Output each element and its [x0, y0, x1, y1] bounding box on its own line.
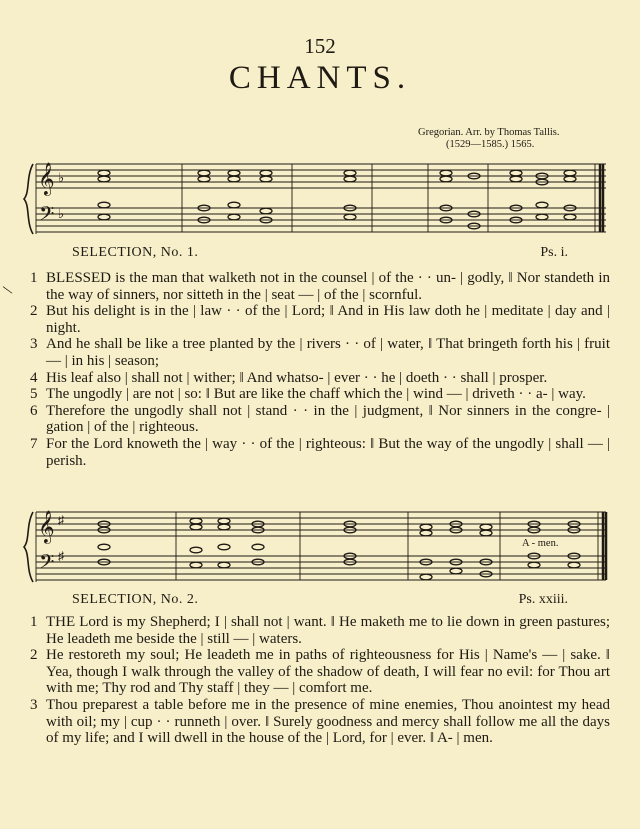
svg-text:𝄢: 𝄢: [39, 202, 55, 230]
page-number: 152: [304, 34, 336, 58]
music-staff-system-2: [0, 500, 640, 590]
amen-lyric: A - men.: [522, 538, 559, 549]
verse: 1 THE Lord is my Shepherd; I | shall not | want. ‖ He maketh me to lie down in green pastures; He leadeth me beside the | still — | waters.: [30, 614, 610, 647]
verse: 6 Therefore the ungodly shall not | stand · · in the | judgment, ‖ Nor sinners in the congre- | gation | of the | righteous.: [30, 402, 610, 436]
music-staff-system-1: [0, 152, 640, 242]
verse: 3 Thou preparest a table before me in the presence of mine enemies, Thou anointest my head with oil; my | cup · · runneth | over. ‖ Surely goodness and mercy shall follow me all the days of my life; and I will dwell in the house of the | Lord, for | ever. ‖ A- | men.: [30, 696, 610, 747]
verse: 7 For the Lord knoweth the | way · · of the | righteous: ‖ But the way of the ungodly | shall — | perish.: [30, 435, 610, 469]
margin-mark: \: [1, 282, 15, 299]
verse: 2 He restoreth my soul; He leadeth me in paths of righteousness for His | Name's — | sake. ‖ Yea, though I walk through the valley of the shadow of death, I will fear no evil: for Thou art with me; Thy rod and Thy staff | they — | comfort me.: [30, 647, 610, 697]
svg-text:♯: ♯: [58, 549, 64, 563]
selection-2-header: [0, 592, 640, 610]
selection-1-ref: Ps. i.: [540, 245, 568, 260]
selection-1-header: [0, 245, 640, 263]
verse: 2 But his delight is in the | law · · of the | Lord; ‖ And in His law doth he | meditate | day and | night.: [30, 303, 610, 336]
verse: 5 The ungodly | are not | so: ‖ But are like the chaff which the | wind — | driveth · · a- | way.: [30, 386, 586, 403]
svg-text:𝄞: 𝄞: [38, 162, 55, 195]
selection-2-ref: Ps. xxiii.: [518, 592, 568, 607]
selection-2-label: SELECTION, No. 2.: [72, 592, 199, 607]
attribution-line-2: (1529—1585.) 1565.: [446, 139, 535, 150]
attribution-line-1: Gregorian. Arr. by Thomas Tallis.: [418, 127, 560, 138]
svg-text:♯: ♯: [58, 513, 64, 527]
svg-text:𝄢: 𝄢: [39, 550, 55, 578]
svg-text:♭: ♭: [58, 206, 65, 221]
svg-text:♭: ♭: [58, 170, 65, 185]
verse: 3 And he shall be like a tree planted by the | rivers · · of | water, ‖ That bringeth forth his | fruit — | in his | season;: [30, 336, 610, 369]
selection-1-label: SELECTION, No. 1.: [72, 245, 199, 260]
verse: 4 His leaf also | shall not | wither; ‖ And whatso- | ever · · he | doeth · · shall | prosper.: [30, 369, 548, 386]
verse: 1 BLESSED is the man that walketh not in the counsel | of the · · un- | godly, ‖ Nor standeth in the way of sinners, nor sitteth in the | seat — | of the | scornful.: [30, 270, 610, 303]
selection-1-verses: [30, 270, 610, 469]
selection-2-verses: [30, 614, 610, 747]
svg-text:𝄞: 𝄞: [38, 510, 55, 543]
page-title: CHANTS.: [228, 60, 412, 96]
